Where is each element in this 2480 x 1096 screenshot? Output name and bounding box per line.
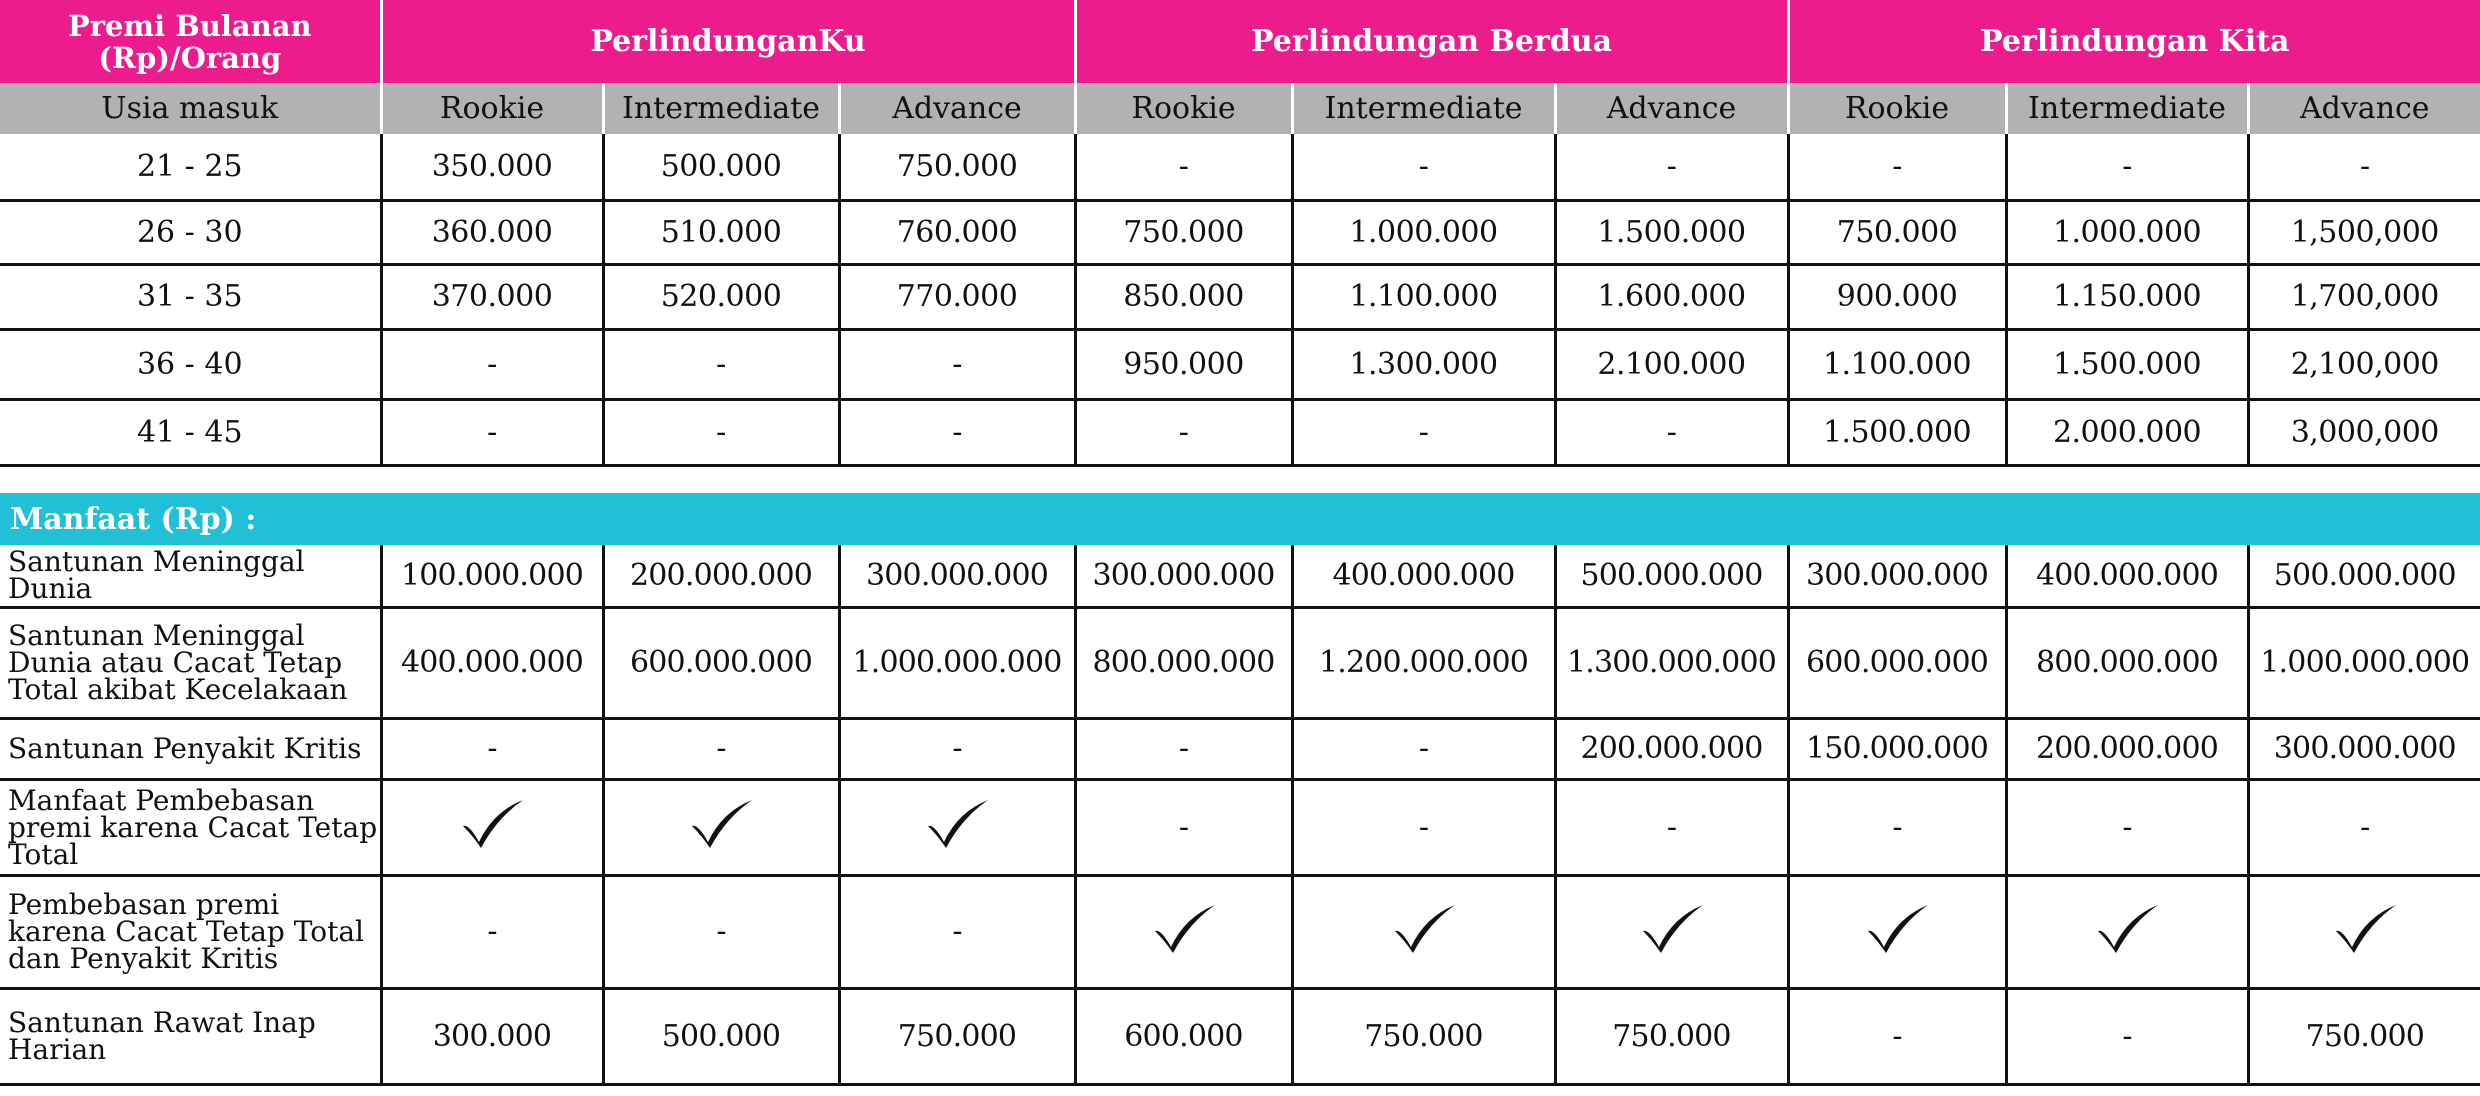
age-range-cell: 31 - 35 xyxy=(0,264,381,329)
benefit-cell: 500.000.000 xyxy=(1555,545,1788,607)
benefit-cell: 300.000 xyxy=(381,988,603,1084)
benefit-cell: 600.000 xyxy=(1075,988,1292,1084)
premium-cell: 1.150.000 xyxy=(2006,264,2248,329)
premium-cell: 750.000 xyxy=(1788,200,2006,264)
checkmark-icon xyxy=(457,796,527,850)
benefit-cell: 600.000.000 xyxy=(1788,607,2006,718)
benefit-cell: - xyxy=(1075,718,1292,779)
premium-cell: 1,700,000 xyxy=(2248,264,2480,329)
premium-body xyxy=(0,134,2480,465)
premium-cell: 1.500.000 xyxy=(1555,200,1788,264)
benefit-cell: - xyxy=(1788,779,2006,875)
benefit-row xyxy=(0,545,2480,607)
benefit-row xyxy=(0,607,2480,718)
benefit-cell: 750.000 xyxy=(1292,988,1555,1084)
premium-cell: 2,100,000 xyxy=(2248,329,2480,399)
benefit-cell: - xyxy=(1075,779,1292,875)
benefit-cell: 1.000.000.000 xyxy=(2248,607,2480,718)
benefit-row xyxy=(0,718,2480,779)
benefit-cell: 1.000.000.000 xyxy=(839,607,1075,718)
tier-header: Advance xyxy=(839,83,1075,134)
tier-header: Rookie xyxy=(1788,83,2006,134)
tier-header: Rookie xyxy=(1075,83,1292,134)
benefit-cell: 400.000.000 xyxy=(381,607,603,718)
benefit-cell: 400.000.000 xyxy=(2006,545,2248,607)
premium-cell: 1.500.000 xyxy=(1788,399,2006,465)
premium-cell: - xyxy=(2006,134,2248,200)
benefit-cell: 800.000.000 xyxy=(2006,607,2248,718)
premium-cell: 760.000 xyxy=(839,200,1075,264)
benefit-label: Santunan Rawat Inap Harian xyxy=(0,988,381,1084)
benefit-check-cell xyxy=(1292,875,1555,988)
benefit-cell: - xyxy=(603,718,839,779)
benefit-cell: - xyxy=(381,875,603,988)
benefit-label: Santunan Penyakit Kritis xyxy=(0,718,381,779)
premium-row xyxy=(0,134,2480,200)
premium-cell: 750.000 xyxy=(839,134,1075,200)
premium-cell: 510.000 xyxy=(603,200,839,264)
premium-cell: 3,000,000 xyxy=(2248,399,2480,465)
benefit-cell: 600.000.000 xyxy=(603,607,839,718)
checkmark-icon xyxy=(2330,901,2400,955)
benefit-cell: - xyxy=(839,875,1075,988)
checkmark-icon xyxy=(686,796,756,850)
benefit-cell: 750.000 xyxy=(1555,988,1788,1084)
benefit-check-cell xyxy=(603,779,839,875)
premium-cell: 520.000 xyxy=(603,264,839,329)
benefit-cell: - xyxy=(2006,779,2248,875)
premium-cell: - xyxy=(1555,134,1788,200)
benefit-cell: 100.000.000 xyxy=(381,545,603,607)
benefit-cell: 750.000 xyxy=(839,988,1075,1084)
premium-cell: - xyxy=(603,399,839,465)
premium-row xyxy=(0,329,2480,399)
benefit-cell: 1.200.000.000 xyxy=(1292,607,1555,718)
tier-header: Advance xyxy=(2248,83,2480,134)
premium-corner-header xyxy=(0,0,381,83)
premium-cell: 360.000 xyxy=(381,200,603,264)
tier-header: Intermediate xyxy=(2006,83,2248,134)
premium-cell: 1.300.000 xyxy=(1292,329,1555,399)
premium-cell: 770.000 xyxy=(839,264,1075,329)
premium-table xyxy=(0,0,2480,467)
premium-cell: - xyxy=(1788,134,2006,200)
checkmark-icon xyxy=(1389,901,1459,955)
premium-cell: - xyxy=(2248,134,2480,200)
premium-cell: 1,500,000 xyxy=(2248,200,2480,264)
benefit-cell: 200.000.000 xyxy=(2006,718,2248,779)
premium-cell: 2.100.000 xyxy=(1555,329,1788,399)
benefit-cell: 200.000.000 xyxy=(1555,718,1788,779)
benefit-label: Santunan Meninggal Dunia atau Cacat Tetap Total akibat Kecelakaan xyxy=(0,607,381,718)
benefit-label: Pembebasan premi karena Cacat Tetap Total dan Penyakit Kritis xyxy=(0,875,381,988)
premium-cell: 850.000 xyxy=(1075,264,1292,329)
age-range-cell: 21 - 25 xyxy=(0,134,381,200)
benefit-cell: 400.000.000 xyxy=(1292,545,1555,607)
benefit-cell: - xyxy=(2248,779,2480,875)
benefit-cell: - xyxy=(2006,988,2248,1084)
benefit-body xyxy=(0,545,2480,1084)
benefit-cell: - xyxy=(839,718,1075,779)
premium-cell: - xyxy=(839,399,1075,465)
benefit-check-cell xyxy=(1788,875,2006,988)
corner-line-1: Premi Bulanan xyxy=(67,8,312,43)
benefit-cell: - xyxy=(603,875,839,988)
premium-row xyxy=(0,264,2480,329)
plan-header-perlindunganku: PerlindunganKu xyxy=(381,0,1075,83)
premium-cell: - xyxy=(1075,134,1292,200)
age-range-cell: 41 - 45 xyxy=(0,399,381,465)
benefit-cell: 150.000.000 xyxy=(1788,718,2006,779)
premium-cell: 1.000.000 xyxy=(1292,200,1555,264)
benefit-cell: - xyxy=(1555,779,1788,875)
tier-header: Rookie xyxy=(381,83,603,134)
age-label-header: Usia masuk xyxy=(0,83,381,134)
corner-line-2: (Rp)/Orang xyxy=(98,40,282,75)
benefit-label: Santunan Meninggal Dunia xyxy=(0,545,381,607)
benefit-cell: 500.000 xyxy=(603,988,839,1084)
benefit-cell: - xyxy=(1788,988,2006,1084)
checkmark-icon xyxy=(922,796,992,850)
plan-header-perlindungan-berdua: Perlindungan Berdua xyxy=(1075,0,1788,83)
premium-cell: 1.000.000 xyxy=(2006,200,2248,264)
benefit-check-cell xyxy=(2248,875,2480,988)
benefit-cell: - xyxy=(381,718,603,779)
plan-header-perlindungan-kita: Perlindungan Kita xyxy=(1788,0,2480,83)
benefit-cell: 300.000.000 xyxy=(1788,545,2006,607)
benefit-row xyxy=(0,988,2480,1084)
benefit-cell: 800.000.000 xyxy=(1075,607,1292,718)
checkmark-icon xyxy=(1149,901,1219,955)
premium-cell: 1.100.000 xyxy=(1292,264,1555,329)
premium-row xyxy=(0,200,2480,264)
benefit-cell: 750.000 xyxy=(2248,988,2480,1084)
premium-cell: 950.000 xyxy=(1075,329,1292,399)
benefit-cell: 300.000.000 xyxy=(2248,718,2480,779)
premium-cell: - xyxy=(1292,399,1555,465)
checkmark-icon xyxy=(2092,901,2162,955)
tier-header-row xyxy=(0,83,2480,134)
benefit-row xyxy=(0,875,2480,988)
premium-cell: 1.600.000 xyxy=(1555,264,1788,329)
benefits-title: Manfaat (Rp) : xyxy=(0,493,2480,545)
benefit-cell: 200.000.000 xyxy=(603,545,839,607)
premium-cell: - xyxy=(381,329,603,399)
benefit-cell: 300.000.000 xyxy=(1075,545,1292,607)
benefit-label: Manfaat Pembebasan premi karena Cacat Tetap Total xyxy=(0,779,381,875)
premium-row xyxy=(0,399,2480,465)
premium-cell: - xyxy=(1555,399,1788,465)
tier-header: Advance xyxy=(1555,83,1788,134)
benefit-check-cell xyxy=(2006,875,2248,988)
premium-cell: - xyxy=(1075,399,1292,465)
premium-cell: 750.000 xyxy=(1075,200,1292,264)
premium-cell: 500.000 xyxy=(603,134,839,200)
benefit-check-cell xyxy=(839,779,1075,875)
premium-cell: 2.000.000 xyxy=(2006,399,2248,465)
tier-header: Intermediate xyxy=(603,83,839,134)
benefit-check-cell xyxy=(1555,875,1788,988)
premium-cell: 900.000 xyxy=(1788,264,2006,329)
benefit-table xyxy=(0,493,2480,1086)
premium-cell: - xyxy=(381,399,603,465)
premium-cell: - xyxy=(839,329,1075,399)
premium-cell: - xyxy=(603,329,839,399)
age-range-cell: 26 - 30 xyxy=(0,200,381,264)
premium-cell: 350.000 xyxy=(381,134,603,200)
benefit-cell: - xyxy=(1292,718,1555,779)
benefit-cell: 500.000.000 xyxy=(2248,545,2480,607)
benefit-cell: 1.300.000.000 xyxy=(1555,607,1788,718)
checkmark-icon xyxy=(1862,901,1932,955)
tier-header: Intermediate xyxy=(1292,83,1555,134)
premium-cell: 1.100.000 xyxy=(1788,329,2006,399)
age-range-cell: 36 - 40 xyxy=(0,329,381,399)
benefit-row xyxy=(0,779,2480,875)
benefit-cell: - xyxy=(1292,779,1555,875)
benefit-cell: 300.000.000 xyxy=(839,545,1075,607)
premium-cell: 370.000 xyxy=(381,264,603,329)
checkmark-icon xyxy=(1637,901,1707,955)
benefit-check-cell xyxy=(381,779,603,875)
premium-cell: 1.500.000 xyxy=(2006,329,2248,399)
premium-cell: - xyxy=(1292,134,1555,200)
benefit-check-cell xyxy=(1075,875,1292,988)
